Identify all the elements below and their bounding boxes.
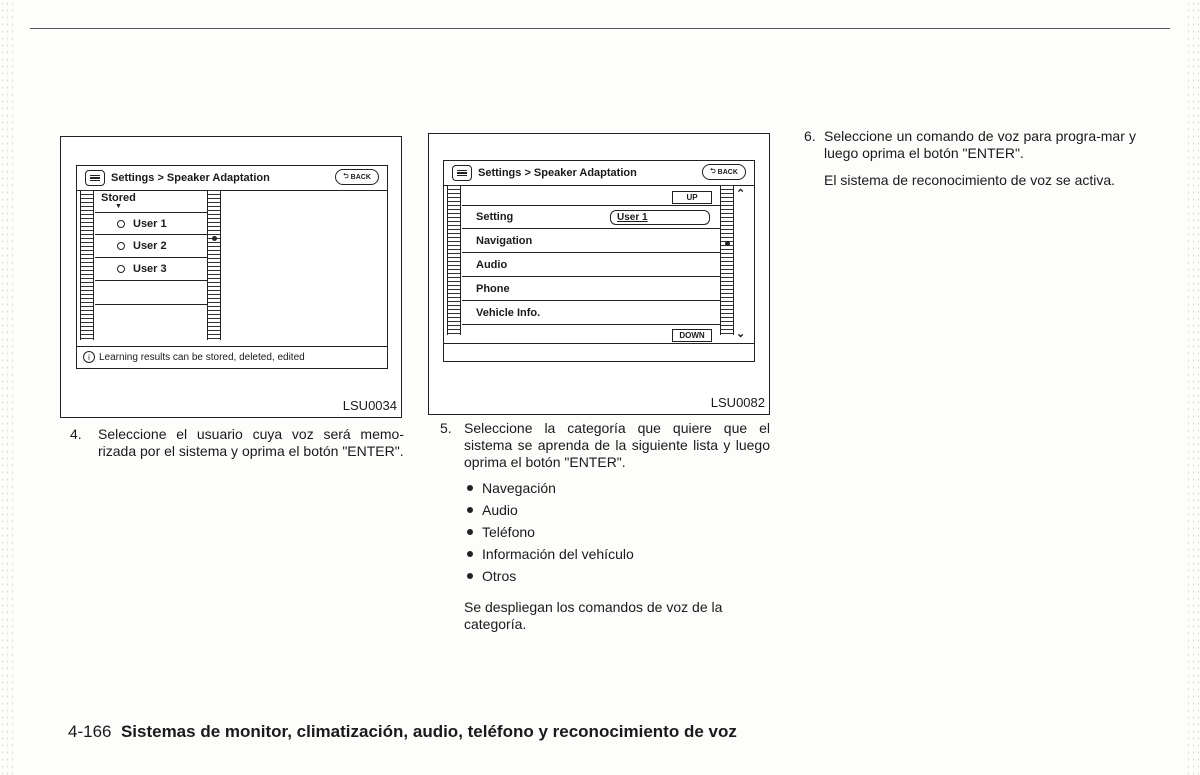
step-5 bbox=[440, 420, 770, 633]
speaker-adaptation-category-screen bbox=[443, 160, 755, 362]
screen-title-bar bbox=[444, 161, 754, 186]
back-button[interactable]: ⮌ BACK bbox=[702, 164, 746, 180]
empty-list-item bbox=[95, 281, 207, 305]
figure-lsu0082 bbox=[428, 133, 770, 415]
list-item: Información del vehículo bbox=[464, 543, 770, 565]
step-4 bbox=[70, 426, 404, 460]
navigation-row[interactable] bbox=[462, 229, 720, 253]
left-scroll-rail bbox=[447, 185, 461, 335]
user-2-item[interactable] bbox=[95, 235, 207, 258]
scroll-position-dot bbox=[725, 241, 730, 246]
right-scroll-rail bbox=[720, 185, 734, 335]
info-footer bbox=[77, 346, 387, 367]
info-icon: i bbox=[83, 351, 95, 363]
breadcrumb: Settings > Speaker Adaptation bbox=[111, 172, 270, 184]
settings-menu-icon bbox=[452, 165, 472, 181]
right-edge-speckle bbox=[1186, 0, 1200, 775]
radio-icon bbox=[117, 242, 125, 250]
user-3-label: User 3 bbox=[133, 263, 167, 275]
figure-label: LSU0082 bbox=[710, 395, 765, 410]
scroll-up-icon[interactable]: ⌃ bbox=[736, 188, 746, 200]
setting-value-field[interactable] bbox=[610, 210, 710, 225]
audio-label: Audio bbox=[476, 258, 508, 271]
section-title: Sistemas de monitor, climatización, audio, teléfono y reconocimiento de voz bbox=[120, 722, 737, 741]
breadcrumb: Settings > Speaker Adaptation bbox=[478, 167, 637, 179]
step-text: Seleccione el usuario cuya voz será memo-rizada por el sistema y oprima el botón "ENTER". bbox=[98, 426, 404, 459]
user-2-label: User 2 bbox=[133, 240, 167, 252]
step-number: 5. bbox=[440, 420, 452, 436]
user-1-item[interactable] bbox=[95, 212, 207, 235]
setting-label: Setting bbox=[476, 211, 514, 223]
speaker-adaptation-screen bbox=[76, 165, 388, 369]
step-text: Seleccione la categoría que quiere que el sistema se aprenda de la siguiente lista y luego oprima el botón "ENTER". bbox=[464, 420, 770, 470]
info-text: Learning results can be stored, deleted, edited bbox=[99, 351, 305, 363]
navigation-label: Navigation bbox=[476, 234, 533, 247]
down-arrow-icon: ▼ bbox=[115, 203, 122, 210]
user-3-item[interactable] bbox=[95, 258, 207, 281]
stored-label: Stored bbox=[101, 192, 136, 204]
list-separator bbox=[95, 190, 207, 213]
setting-value: User 1 bbox=[617, 212, 648, 223]
back-label: BACK bbox=[350, 173, 371, 181]
category-list bbox=[464, 477, 770, 587]
scroll-down-icon[interactable]: ⌄ bbox=[736, 328, 746, 340]
header-rule bbox=[30, 28, 1170, 29]
step-number: 4. bbox=[70, 426, 82, 442]
list-item: Navegación bbox=[464, 477, 770, 499]
step-number: 6. bbox=[804, 128, 816, 144]
list-item: Audio bbox=[464, 499, 770, 521]
back-button[interactable]: ⮌ BACK bbox=[335, 169, 379, 185]
radio-icon bbox=[117, 265, 125, 273]
screen-title-bar bbox=[77, 166, 387, 191]
left-edge-speckle bbox=[0, 0, 14, 775]
step-note: Se despliegan los comandos de voz de la categoría. bbox=[464, 599, 723, 632]
audio-row[interactable] bbox=[462, 253, 720, 277]
vehicle-info-row[interactable] bbox=[462, 301, 720, 325]
screen-footer bbox=[444, 343, 754, 362]
scroll-position-dot bbox=[212, 236, 217, 241]
list-item: Teléfono bbox=[464, 521, 770, 543]
page-number: 4-166 bbox=[68, 722, 112, 741]
figure-label: LSU0034 bbox=[342, 398, 397, 413]
step-note: El sistema de reconocimiento de voz se activa. bbox=[824, 172, 1116, 188]
step-6 bbox=[804, 128, 1136, 189]
page-footer bbox=[68, 722, 737, 742]
vehicle-info-label: Vehicle Info. bbox=[476, 306, 541, 319]
scroll-up-button[interactable] bbox=[672, 191, 712, 204]
user-1-label: User 1 bbox=[133, 217, 167, 230]
radio-icon bbox=[117, 220, 125, 228]
phone-label: Phone bbox=[476, 282, 510, 295]
scroll-down-button[interactable] bbox=[672, 329, 712, 342]
left-scroll-rail bbox=[80, 190, 94, 340]
list-item: Otros bbox=[464, 565, 770, 587]
settings-menu-icon bbox=[85, 170, 105, 186]
step-text: Seleccione un comando de voz para progra-mar y luego oprima el botón "ENTER". bbox=[824, 128, 1136, 161]
figure-lsu0034 bbox=[60, 136, 402, 418]
phone-row[interactable] bbox=[462, 277, 720, 301]
up-label: UP bbox=[686, 193, 698, 202]
back-label: BACK bbox=[717, 168, 738, 176]
down-label: DOWN bbox=[679, 331, 705, 340]
right-scroll-rail bbox=[207, 190, 221, 340]
